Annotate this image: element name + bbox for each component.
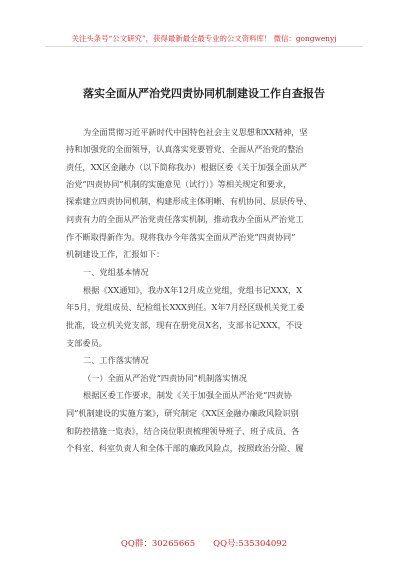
header-promo-text: 关注头条号“公文研究”，获得最新最全最专业的公文资料库！ 微信：gongwenyj bbox=[71, 34, 337, 43]
body-line: 根据《XX通知》，我办X年12月成立党组，党组书记XXX，X bbox=[83, 285, 303, 295]
body-line: 持和加强党的全面领导，认真落实党要管党、全面从严治党的整治 bbox=[66, 144, 304, 154]
body-line: 作不断取得新作为。现将我办今年落实全面从严治党“四责协同” bbox=[66, 232, 296, 242]
section-heading: 一、党组基本情况 bbox=[83, 267, 149, 277]
body-line: 根据区委工作要求，制发《关于加强全面从严治党“四责协 bbox=[83, 390, 292, 400]
body-line: 机制建设工作，汇报如下： bbox=[66, 249, 165, 259]
body-line: 同”机制建设的实施方案》，研究制定《XX区金融办廉政风险识别 bbox=[66, 408, 299, 418]
section-heading: 二、工作落实情况 bbox=[83, 355, 149, 365]
body-line: 为全面贯彻习近平新时代中国特色社会主义思想和XX精神，坚 bbox=[83, 127, 308, 137]
body-line: 治党“四责协同”机制的实施意见（试行）》等相关规定和要求， bbox=[66, 179, 292, 189]
body-line: 个科室、科室负责人和全体干部的廉政风险点，按照政治分险、履 bbox=[66, 443, 304, 453]
body-line: 支部委员。 bbox=[66, 338, 107, 348]
body-line: 和防控措施一览表》，结合岗位职责梳理领导班子、班子成员、各 bbox=[66, 426, 300, 436]
subsection-heading: （一）全面从严治党“四责协同”机制落实情况 bbox=[83, 373, 247, 383]
footer-qq-number: QQ号:535304092 bbox=[213, 539, 288, 549]
body-line: 年5月，党组成员、纪检组长XXX到任。X年7月经区级机关党工委 bbox=[66, 302, 305, 312]
footer-qq-group: QQ群：30265665 bbox=[120, 539, 196, 549]
header-divider bbox=[45, 46, 363, 47]
footer-contact bbox=[0, 537, 408, 549]
body-line: 批准，设立机关党支部，现有在册党员X名，支部书记XXX，不设 bbox=[66, 320, 303, 330]
body-line: 责任，XX区金融办（以下简称我办）根据区委《关于加强全面从严 bbox=[66, 162, 307, 172]
document-title: 落实全面从严治党四责协同机制建设工作自查报告 bbox=[83, 87, 325, 100]
body-line: 探索建立四责协同机制，构建形成主体明晰、有机协同、层层传导、 bbox=[66, 196, 312, 206]
body-line: 问责有力的全面从严治党责任落实机制，推动我办全面从严治党工 bbox=[66, 214, 304, 224]
